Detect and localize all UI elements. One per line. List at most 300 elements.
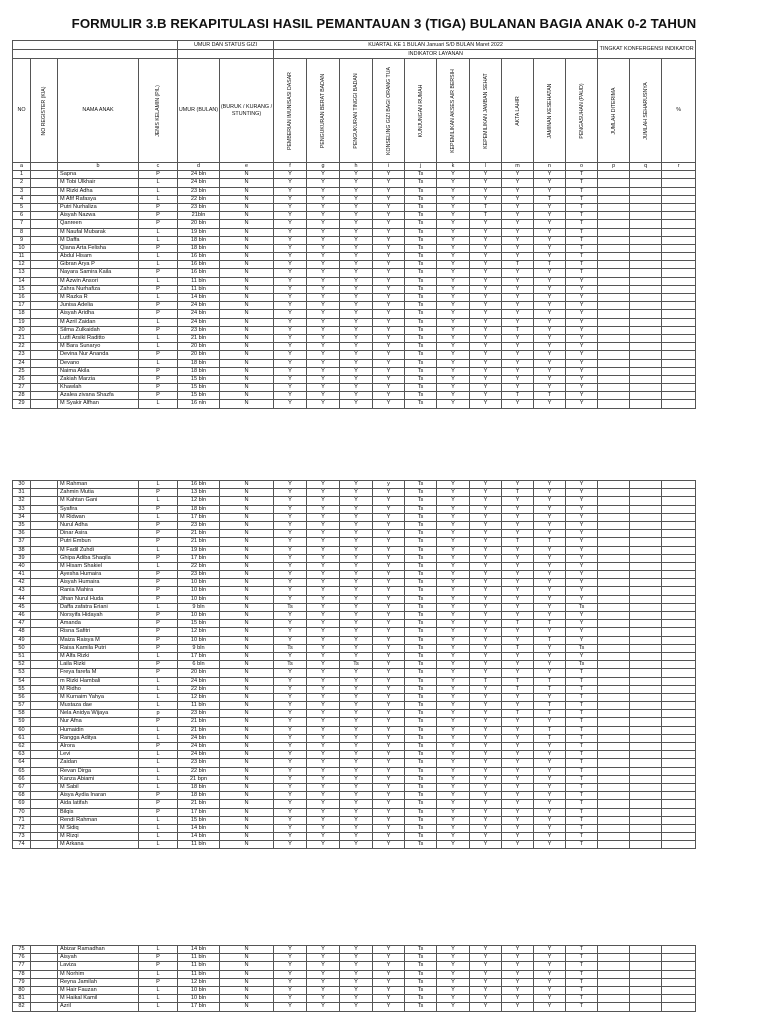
indicator-cell: Y <box>307 203 340 211</box>
child-name: Zahmin Mutia <box>58 489 139 497</box>
indicator-cell: Y <box>534 505 566 513</box>
indicator-cell: Y <box>373 677 405 685</box>
percent-cell <box>662 318 696 326</box>
indicator-cell: Y <box>307 359 340 367</box>
gender-cell: L <box>139 562 178 570</box>
age-cell: 22 bln <box>178 685 220 693</box>
indicator-cell: Y <box>502 946 534 954</box>
age-cell: 10 bln <box>178 612 220 620</box>
indicator-cell: Ts <box>405 351 437 359</box>
nutrition-status-cell: N <box>220 833 274 841</box>
gender-cell: L <box>139 481 178 489</box>
table-row <box>13 497 696 505</box>
indicator-cell: Y <box>373 334 405 342</box>
indicator-cell: Y <box>340 702 373 710</box>
indicator-cell: Y <box>534 978 566 986</box>
table-row <box>13 334 696 342</box>
indicator-cell: Y <box>274 253 307 261</box>
indicator-cell: Y <box>566 489 598 497</box>
indicator-cell: Y <box>502 612 534 620</box>
indicator-cell: Y <box>307 521 340 529</box>
indicator-cell: Y <box>373 195 405 203</box>
indicator-cell: Ts <box>405 978 437 986</box>
indicator-cell: Y <box>340 195 373 203</box>
row-number: 71 <box>13 816 31 824</box>
jumlah-seharusnya-cell <box>630 538 662 546</box>
indicator-cell: Y <box>534 220 566 228</box>
table-row <box>13 1003 696 1011</box>
gender-cell: L <box>139 343 178 351</box>
indicator-cell: Y <box>437 970 470 978</box>
percent-cell <box>662 481 696 489</box>
percent-cell <box>662 677 696 685</box>
indicator-cell: T <box>566 767 598 775</box>
table-row <box>13 481 696 489</box>
jumlah-diterima-cell <box>598 334 630 342</box>
register-cell <box>31 595 58 603</box>
child-name: Revan Dirga <box>58 767 139 775</box>
recap-table-page-2 <box>12 480 696 849</box>
indicator-cell: Y <box>534 375 566 383</box>
jumlah-seharusnya-cell <box>630 652 662 660</box>
indicator-cell: Y <box>534 603 566 611</box>
indicator-cell: Ts <box>405 310 437 318</box>
indicator-cell: Ts <box>405 587 437 595</box>
jumlah-diterima-cell <box>598 751 630 759</box>
table-row <box>13 384 696 392</box>
indicator-cell: Ts <box>405 489 437 497</box>
indicator-cell: Y <box>437 212 470 220</box>
indicator-cell: Y <box>340 375 373 383</box>
indicator-cell: T <box>566 954 598 962</box>
indicator-cell: Y <box>566 400 598 408</box>
indicator-cell: Y <box>437 816 470 824</box>
jumlah-seharusnya-cell <box>630 978 662 986</box>
register-cell <box>31 530 58 538</box>
indicator-cell: T <box>566 179 598 187</box>
indicator-cell: Y <box>340 334 373 342</box>
indicator-cell: Y <box>274 285 307 293</box>
table-row <box>13 644 696 652</box>
row-number: 77 <box>13 962 31 970</box>
indicator-cell: T <box>566 759 598 767</box>
indicator-cell: Y <box>470 759 502 767</box>
indicator-cell: T <box>470 203 502 211</box>
indicator-cell: Y <box>274 986 307 994</box>
indicator-cell: T <box>566 212 598 220</box>
row-number: 74 <box>13 841 31 849</box>
percent-cell <box>662 775 696 783</box>
indicator-cell: Ts <box>405 734 437 742</box>
register-cell <box>31 783 58 791</box>
indicator-cell: Y <box>437 718 470 726</box>
indicator-cell: Y <box>534 954 566 962</box>
gender-cell: P <box>139 808 178 816</box>
indicator-cell: Y <box>502 954 534 962</box>
age-cell: 16 bln <box>178 261 220 269</box>
indicator-cell: Y <box>373 685 405 693</box>
row-number: 10 <box>13 244 31 252</box>
row-number: 63 <box>13 751 31 759</box>
percent-cell <box>662 946 696 954</box>
indicator-cell: Y <box>307 783 340 791</box>
nutrition-status-cell: N <box>220 187 274 195</box>
indicator-cell: Y <box>437 571 470 579</box>
age-cell: 10 bln <box>178 579 220 587</box>
indicator-cell: Y <box>340 562 373 570</box>
indicator-cell: Y <box>274 652 307 660</box>
indicator-cell: Ts <box>405 652 437 660</box>
indicator-cell: Y <box>534 513 566 521</box>
register-cell <box>31 669 58 677</box>
indicator-cell: Y <box>534 236 566 244</box>
indicator-cell: Y <box>502 277 534 285</box>
indicator-cell: Y <box>502 970 534 978</box>
indicator-cell: Y <box>437 261 470 269</box>
indicator-cell: Ts <box>405 775 437 783</box>
jumlah-seharusnya-cell <box>630 792 662 800</box>
indicator-cell: Y <box>307 628 340 636</box>
indicator-cell: Y <box>470 693 502 701</box>
indicator-cell: Y <box>340 343 373 351</box>
indicator-cell: Ts <box>405 743 437 751</box>
row-number: 11 <box>13 253 31 261</box>
indicator-cell: Y <box>534 612 566 620</box>
indicator-cell: Ts <box>405 302 437 310</box>
gender-cell: L <box>139 702 178 710</box>
indicator-cell: Y <box>502 661 534 669</box>
jumlah-seharusnya-cell <box>630 400 662 408</box>
child-name: M Hair Fauzan <box>58 986 139 994</box>
indicator-cell: Y <box>566 628 598 636</box>
jumlah-diterima-cell <box>598 636 630 644</box>
jumlah-seharusnya-cell <box>630 367 662 375</box>
age-cell: 19 bln <box>178 228 220 236</box>
indicator-cell: Y <box>437 595 470 603</box>
percent-cell <box>662 351 696 359</box>
child-name: M Sidiq <box>58 824 139 832</box>
child-name: Qiana Arta Felisha <box>58 244 139 252</box>
age-cell: 10 bln <box>178 587 220 595</box>
row-number: 76 <box>13 954 31 962</box>
indicator-cell: Y <box>534 579 566 587</box>
table-row <box>13 824 696 832</box>
indicator-cell: Y <box>534 334 566 342</box>
indicator-cell: Y <box>274 562 307 570</box>
indicator-cell: Y <box>534 718 566 726</box>
indicator-cell: Y <box>274 620 307 628</box>
indicator-cell: Y <box>274 718 307 726</box>
gender-cell: P <box>139 718 178 726</box>
indicator-cell: Y <box>274 669 307 677</box>
row-number: 14 <box>13 277 31 285</box>
indicator-cell: Y <box>502 587 534 595</box>
indicator-cell: Y <box>566 384 598 392</box>
jumlah-seharusnya-cell <box>630 318 662 326</box>
indicator-cell: Y <box>437 554 470 562</box>
indicator-cell: Y <box>307 652 340 660</box>
indicator-cell: Y <box>274 946 307 954</box>
percent-cell <box>662 546 696 554</box>
jumlah-diterima-cell <box>598 261 630 269</box>
row-number: 67 <box>13 783 31 791</box>
indicator-cell: Y <box>470 261 502 269</box>
indicator-cell: Y <box>307 195 340 203</box>
jumlah-diterima-cell <box>598 652 630 660</box>
jumlah-seharusnya-cell <box>630 962 662 970</box>
jumlah-diterima-cell <box>598 384 630 392</box>
indicator-cell: Y <box>470 179 502 187</box>
indicator-cell: Y <box>566 505 598 513</box>
indicator-cell: Y <box>566 571 598 579</box>
table-row <box>13 783 696 791</box>
indicator-cell: Y <box>534 212 566 220</box>
indicator-cell: Y <box>373 652 405 660</box>
indicator-cell: Y <box>437 294 470 302</box>
table-row <box>13 726 696 734</box>
percent-cell <box>662 203 696 211</box>
indicator-cell: Y <box>437 644 470 652</box>
indicator-cell: Y <box>373 628 405 636</box>
nutrition-status-cell: N <box>220 367 274 375</box>
jumlah-diterima-cell <box>598 505 630 513</box>
indicator-cell: Ts <box>405 367 437 375</box>
indicator-cell: Y <box>470 579 502 587</box>
indicator-cell: Y <box>470 277 502 285</box>
indicator-cell: Y <box>534 359 566 367</box>
indicator-cell: Ts <box>405 792 437 800</box>
table-body-page-1 <box>13 171 696 408</box>
jumlah-diterima-cell <box>598 620 630 628</box>
jumlah-diterima-cell <box>598 841 630 849</box>
indicator-cell: Y <box>307 375 340 383</box>
gender-cell: L <box>139 513 178 521</box>
indicator-cell: Y <box>307 702 340 710</box>
indicator-cell: Y <box>437 962 470 970</box>
child-name: M Azwin Ansori <box>58 277 139 285</box>
indicator-cell: Y <box>470 718 502 726</box>
indicator-cell: Y <box>307 269 340 277</box>
age-cell: 21 bpn <box>178 775 220 783</box>
indicator-cell: Y <box>502 187 534 195</box>
indicator-cell: Ts <box>405 318 437 326</box>
indicator-cell: Y <box>470 841 502 849</box>
indicator-cell: Y <box>502 269 534 277</box>
indicator-cell: Y <box>373 767 405 775</box>
register-cell <box>31 833 58 841</box>
table-row <box>13 375 696 383</box>
indicator-cell: Y <box>534 751 566 759</box>
jumlah-seharusnya-cell <box>630 220 662 228</box>
table-row <box>13 228 696 236</box>
indicator-cell: Ts <box>405 824 437 832</box>
indicator-cell: Y <box>566 375 598 383</box>
row-number: 42 <box>13 579 31 587</box>
jumlah-seharusnya-cell <box>630 285 662 293</box>
row-number: 64 <box>13 759 31 767</box>
table-row <box>13 318 696 326</box>
child-name: Rania Mahira <box>58 587 139 595</box>
jumlah-diterima-cell <box>598 792 630 800</box>
age-cell: 16 bln <box>178 481 220 489</box>
indicator-cell: Y <box>437 710 470 718</box>
jumlah-diterima-cell <box>598 603 630 611</box>
jumlah-diterima-cell <box>598 546 630 554</box>
percent-cell <box>662 521 696 529</box>
percent-cell <box>662 375 696 383</box>
child-name: Azril <box>58 1003 139 1011</box>
nutrition-status-cell: N <box>220 970 274 978</box>
indicator-cell: Y <box>340 652 373 660</box>
indicator-cell: Y <box>534 775 566 783</box>
jumlah-diterima-cell <box>598 285 630 293</box>
table-row <box>13 294 696 302</box>
register-cell <box>31 367 58 375</box>
table-row <box>13 995 696 1003</box>
nutrition-status-cell: N <box>220 677 274 685</box>
indicator-cell: Y <box>307 954 340 962</box>
indicator-cell: Y <box>502 636 534 644</box>
indicator-cell: Y <box>340 228 373 236</box>
nutrition-status-cell: N <box>220 710 274 718</box>
register-cell <box>31 775 58 783</box>
indicator-cell: Y <box>470 661 502 669</box>
indicator-cell: T <box>566 253 598 261</box>
nutrition-status-cell: N <box>220 644 274 652</box>
jumlah-diterima-cell <box>598 579 630 587</box>
gender-cell: P <box>139 302 178 310</box>
indicator-cell: Y <box>470 726 502 734</box>
indicator-cell: Y <box>274 261 307 269</box>
table-row <box>13 489 696 497</box>
register-cell <box>31 677 58 685</box>
indicator-cell: T <box>502 326 534 334</box>
indicator-cell: Y <box>307 751 340 759</box>
row-number: 81 <box>13 995 31 1003</box>
indicator-cell: Y <box>340 946 373 954</box>
register-cell <box>31 285 58 293</box>
register-cell <box>31 310 58 318</box>
indicator-cell: Y <box>274 734 307 742</box>
indicator-cell: Y <box>307 310 340 318</box>
indicator-cell: Y <box>437 669 470 677</box>
indicator-cell: Y <box>274 636 307 644</box>
indicator-cell: T <box>502 392 534 400</box>
indicator-cell: Y <box>502 285 534 293</box>
indicator-cell: Y <box>470 187 502 195</box>
jumlah-diterima-cell <box>598 236 630 244</box>
row-number: 27 <box>13 384 31 392</box>
register-cell <box>31 734 58 742</box>
age-cell: 23 bln <box>178 521 220 529</box>
age-cell: 18 bln <box>178 792 220 800</box>
row-number: 56 <box>13 693 31 701</box>
nutrition-status-cell: N <box>220 384 274 392</box>
indicator-cell: Ts <box>566 661 598 669</box>
age-cell: 11 bln <box>178 954 220 962</box>
percent-cell <box>662 841 696 849</box>
row-number: 31 <box>13 489 31 497</box>
indicator-cell: Y <box>534 343 566 351</box>
indicator-cell: T <box>502 489 534 497</box>
jumlah-seharusnya-cell <box>630 579 662 587</box>
indicator-cell: Y <box>373 734 405 742</box>
indicator-cell: Y <box>274 783 307 791</box>
age-cell: 24 bln <box>178 179 220 187</box>
row-number: 17 <box>13 302 31 310</box>
indicator-cell: Y <box>534 587 566 595</box>
indicator-cell: Y <box>307 367 340 375</box>
child-name: Nela Anidya Wijaya <box>58 710 139 718</box>
nutrition-status-cell: N <box>220 220 274 228</box>
jumlah-diterima-cell <box>598 513 630 521</box>
indicator-cell: Y <box>340 294 373 302</box>
indikator-layanan-header: INDIKATOR LAYANAN <box>274 50 598 59</box>
indicator-cell: Y <box>340 693 373 701</box>
indicator-cell: Y <box>502 343 534 351</box>
indicator-cell: Y <box>307 579 340 587</box>
indicator-cell: Y <box>502 808 534 816</box>
indicator-cell: Y <box>470 392 502 400</box>
indicator-cell: Y <box>437 743 470 751</box>
indicator-cell: Y <box>373 986 405 994</box>
indicator-cell: T <box>566 718 598 726</box>
indicator-cell: Y <box>340 628 373 636</box>
gender-cell: P <box>139 661 178 669</box>
indicator-cell: Y <box>340 824 373 832</box>
row-number: 54 <box>13 677 31 685</box>
indicator-cell: Y <box>470 816 502 824</box>
indicator-cell: Y <box>566 620 598 628</box>
indicator-cell: Y <box>373 595 405 603</box>
indicator-cell: Ts <box>405 294 437 302</box>
age-cell: 12 bln <box>178 693 220 701</box>
indicator-cell: Y <box>470 538 502 546</box>
age-cell: 24 bln <box>178 310 220 318</box>
child-name: Nayara Samira Kaila <box>58 269 139 277</box>
percent-cell <box>662 497 696 505</box>
row-number: 36 <box>13 530 31 538</box>
indicator-cell: Y <box>373 253 405 261</box>
indicator-cell: Y <box>373 759 405 767</box>
table-row <box>13 187 696 195</box>
indicator-cell: Ts <box>405 620 437 628</box>
indicator-cell: Y <box>534 400 566 408</box>
jumlah-seharusnya-cell <box>630 326 662 334</box>
indicator-cell: Y <box>470 767 502 775</box>
indicator-cell: T <box>566 841 598 849</box>
jumlah-diterima-cell <box>598 521 630 529</box>
child-name: Norsyifa Hidayah <box>58 612 139 620</box>
indicator-cell: Y <box>373 587 405 595</box>
indicator-cell: Ts <box>405 261 437 269</box>
percent-cell <box>662 285 696 293</box>
jumlah-seharusnya-cell <box>630 986 662 994</box>
indicator-cell: Y <box>437 603 470 611</box>
indicator-cell: T <box>502 538 534 546</box>
jumlah-diterima-cell <box>598 726 630 734</box>
indicator-cell: Y <box>340 302 373 310</box>
jumlah-seharusnya-cell <box>630 375 662 383</box>
recap-table-page-3 <box>12 945 696 1012</box>
percent-cell <box>662 579 696 587</box>
indicator-cell: Y <box>437 343 470 351</box>
percent-cell <box>662 833 696 841</box>
jumlah-seharusnya-cell <box>630 693 662 701</box>
indicator-cell: Y <box>437 734 470 742</box>
indicator-cell: Y <box>470 220 502 228</box>
indicator-cell: Y <box>437 285 470 293</box>
